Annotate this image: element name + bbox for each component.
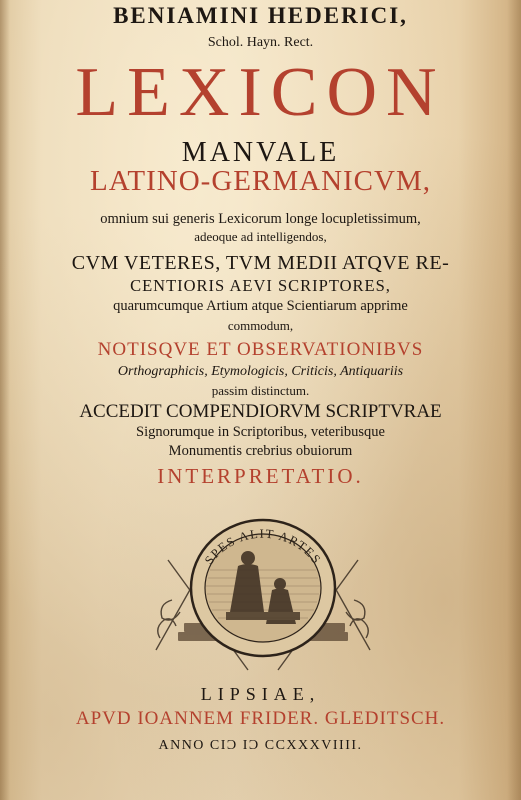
description-line-5: quarumcumque Artium atque Scientiarum apprime: [113, 298, 408, 314]
subtitle-manvale: MANVALE: [181, 137, 340, 168]
notis-detail: Orthographicis, Etymologicis, Criticis, Antiquariis: [117, 364, 404, 379]
author-title: Schol. Hayn. Rect.: [207, 35, 314, 50]
subtitle-latino-germanicum: LATINO-GERMANICVM,: [89, 165, 431, 197]
description-line-3: CVM VETERES, TVM MEDII ATQVE RE-: [71, 252, 450, 274]
description-line-6: commodum,: [227, 318, 294, 333]
vignette-motto: SPES ALIT ARTES: [201, 526, 325, 568]
interpretatio-line: INTERPRETATIO.: [157, 464, 364, 488]
imprint-place: LIPSIAE,: [200, 684, 321, 704]
description-line-2: adeoque ad intelligendos,: [194, 229, 327, 244]
monumentis-line: Monumentis crebrius obuiorum: [168, 443, 353, 459]
description-line-4: CENTIORIS AEVI SCRIPTORES,: [130, 276, 391, 295]
engraved-vignette: [148, 500, 378, 675]
signorum-line: Signorumque in Scriptoribus, veteribusque: [136, 424, 385, 440]
imprint-publisher: APVD IOANNEM FRIDER. GLEDITSCH.: [75, 708, 446, 729]
author-name: BENIAMINI HEDERICI,: [113, 3, 408, 28]
notis-heading: NOTISQVE ET OBSERVATIONIBVS: [97, 339, 424, 360]
imprint-year: ANNO CIϽ IϽ CCXXXVIIII.: [158, 738, 363, 753]
accedit-heading: ACCEDIT COMPENDIORVM SCRIPTVRAE: [79, 401, 442, 422]
main-title: LEXICON: [75, 54, 446, 131]
passim-line: passim distinctum.: [211, 383, 310, 398]
description-line-1: omnium sui generis Lexicorum longe locupletissimum,: [100, 211, 421, 227]
